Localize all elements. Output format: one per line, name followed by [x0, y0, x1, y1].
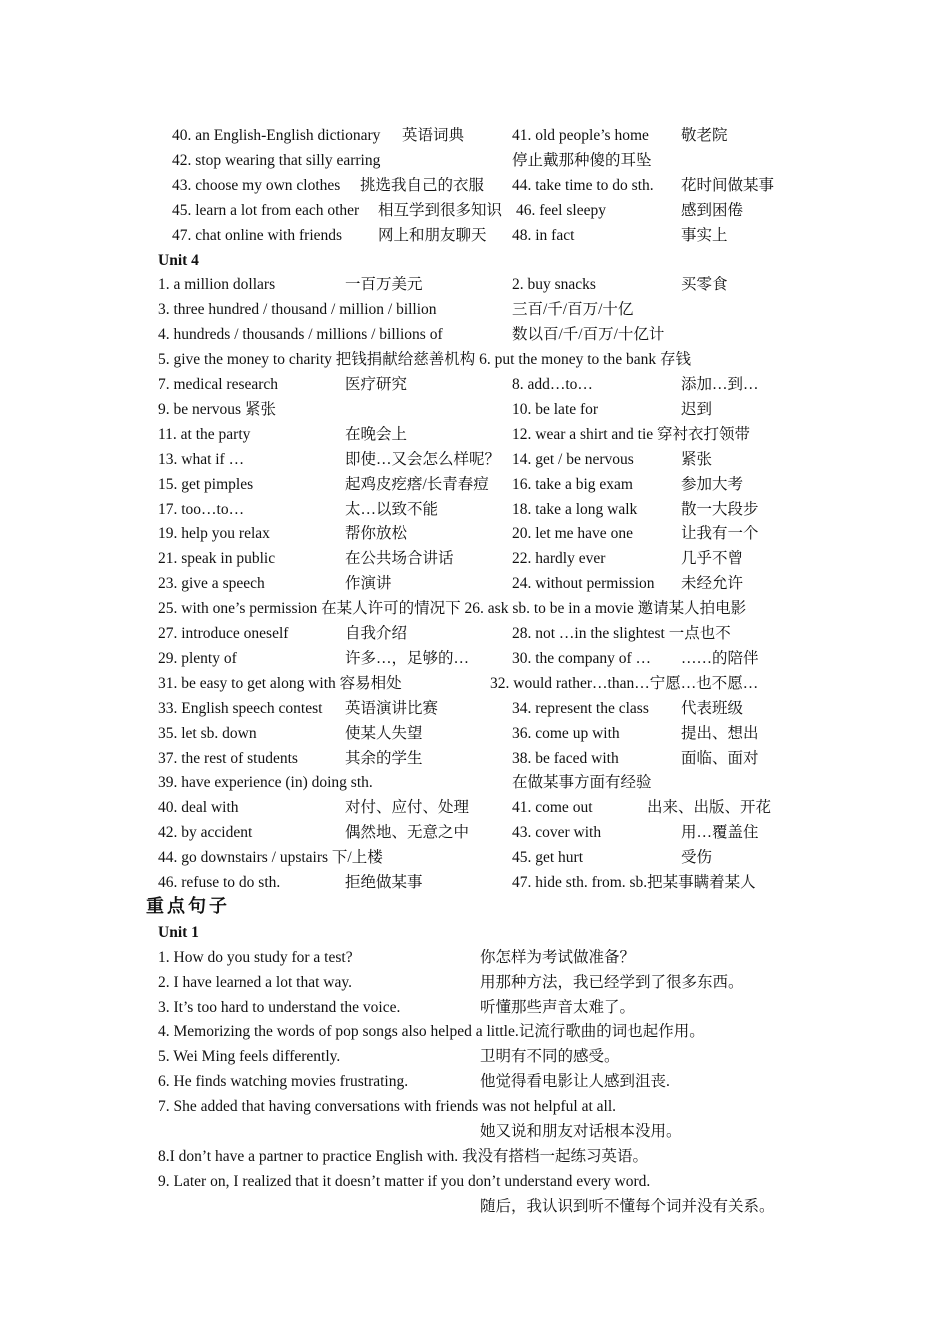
vocab-english-2: 45. get hurt [512, 849, 584, 867]
sentence-english: 2. I have learned a lot that way. [158, 973, 352, 991]
vocab-english-2: 43. cover with [512, 824, 602, 842]
vocab-english-2: 41. come out [512, 799, 593, 817]
vocab-english: 13. what if … [158, 450, 245, 468]
vocab-chinese: 在公共场合讲话 [345, 550, 454, 568]
vocab-english-2: 16. take a big exam [512, 475, 633, 493]
vocab-english: 44. go downstairs / upstairs 下/上楼 [158, 849, 383, 867]
vocab-chinese-2: 感到困倦 [681, 201, 744, 219]
vocab-chinese: 偶然地、无意之中 [345, 824, 470, 842]
vocab-english-2: 47. hide sth. from. sb.把某事瞒着某人 [512, 874, 756, 891]
vocab-chinese-2: 面临、面对 [681, 749, 759, 767]
sentence-english: 5. Wei Ming feels differently. [158, 1048, 341, 1066]
vocab-chinese-2: 几乎不曾 [681, 550, 744, 568]
vocab-chinese-2: 未经允许 [681, 575, 744, 593]
vocab-english: 45. learn a lot from each other [172, 201, 360, 219]
vocab-english: 17. too…to… [158, 500, 245, 518]
vocab-english: 19. help you relax [158, 525, 270, 543]
vocab-english: 35. let sb. down [158, 724, 257, 742]
sentence-english: 7. She added that having conversations with friends was not helpful at all. [158, 1098, 617, 1116]
vocab-chinese: 太…以致不能 [345, 500, 439, 518]
vocab-chinese: 其余的学生 [345, 749, 423, 767]
vocab-chinese-2: 出来、出版、开花 [647, 799, 772, 817]
vocab-english: 27. introduce oneself [158, 625, 289, 642]
vocab-english: 9. be nervous 紧张 [158, 400, 276, 418]
vocab-english: 43. choose my own clothes [172, 176, 341, 194]
vocab-chinese-2: 买零食 [681, 276, 728, 294]
vocab-english: 11. at the party [158, 425, 251, 443]
sentence-chinese: 听懂那些声音太难了。 [480, 998, 636, 1016]
vocab-chinese: 起鸡皮疙瘩/长青春痘 [345, 475, 489, 493]
sentence-chinese: 卫明有不同的感受。 [480, 1048, 620, 1066]
vocab-chinese-2: 提出、想出 [681, 724, 759, 742]
vocab-english-2: 28. not …in the slightest 一点也不 [512, 625, 731, 642]
vocab-english-2: 20. let me have one [512, 525, 633, 543]
vocab-english-2: 36. come up with [512, 724, 620, 742]
vocab-chinese-2: ……的陪伴 [681, 649, 759, 667]
sentence-english: 8.I don’t have a partner to practice English with. 我没有搭档一起练习英语。 [158, 1147, 649, 1165]
sentence-chinese: 用那种方法，我已经学到了很多东西。 [480, 973, 744, 991]
vocab-english-2: 38. be faced with [512, 749, 619, 767]
vocab-english: 42. stop wearing that silly earring [172, 151, 381, 169]
vocab-english-2: 在做某事方面有经验 [512, 774, 652, 792]
vocab-english-2: 48. in fact [512, 226, 575, 244]
vocab-english-2: 30. the company of … [512, 649, 652, 667]
vocab-english: 31. be easy to get along with 容易相处 [158, 674, 402, 692]
vocab-english: 37. the rest of students [158, 749, 298, 767]
vocab-chinese: 英语词典 [402, 127, 465, 144]
vocab-english: 3. three hundred / thousand / million / billion [158, 301, 437, 319]
vocab-chinese-2: 让我有一个 [681, 525, 759, 543]
vocab-chinese: 作演讲 [345, 575, 392, 593]
vocab-chinese-2: 事实上 [681, 226, 728, 244]
vocab-english-2: 8. add…to… [512, 376, 593, 393]
sentence-chinese: 你怎样为考试做准备？ [480, 948, 636, 966]
vocab-chinese: 自我介绍 [345, 625, 408, 642]
vocab-chinese: 使某人失望 [345, 724, 423, 742]
vocab-english-2: 18. take a long walk [512, 500, 638, 518]
sentence-english: 9. Later on, I realized that it doesn’t matter if you don’t understand every word. [158, 1172, 651, 1190]
vocab-english: 4. hundreds / thousands / millions / billions of [158, 326, 443, 344]
vocab-chinese-2: 迟到 [681, 400, 713, 418]
vocab-english: 40. deal with [158, 799, 239, 817]
vocab-english: 33. English speech contest [158, 699, 323, 717]
sentence-chinese: 他觉得看电影让人感到沮丧. [480, 1073, 670, 1091]
vocab-english-2: 12. wear a shirt and tie 穿衬衣打领带 [512, 425, 751, 443]
vocab-chinese-2: 参加大考 [681, 475, 744, 493]
vocab-english: 23. give a speech [158, 575, 265, 593]
vocab-chinese: 挑选我自己的衣服 [360, 176, 485, 194]
vocab-chinese: 网上和朋友聊天 [378, 226, 487, 244]
vocab-chinese: 许多…，足够的… [345, 649, 470, 667]
vocab-chinese: 在晚会上 [345, 425, 408, 443]
vocab-english: 21. speak in public [158, 550, 276, 568]
vocab-english-2: 数以百/千/百万/十亿计 [512, 326, 665, 344]
vocab-chinese: 拒绝做某事 [345, 874, 423, 891]
vocab-english: 25. with one’s permission 在某人许可的情况下 26. ask sb. to be in a movie 邀请某人拍电影 [158, 600, 747, 618]
vocab-chinese-2: 代表班级 [681, 699, 744, 717]
vocab-english: 29. plenty of [158, 649, 237, 667]
vocab-english: 15. get pimples [158, 475, 254, 493]
unit-title: Unit 1 [158, 923, 199, 941]
section-heading: 重点句子 [146, 895, 230, 916]
vocab-english-2: 三百/千/百万/十亿 [512, 301, 634, 319]
vocab-english-2: 停止戴那种傻的耳坠 [512, 151, 652, 169]
vocab-chinese: 医疗研究 [345, 376, 408, 393]
vocab-english: 1. a million dollars [158, 276, 276, 294]
vocab-chinese: 帮你放松 [345, 525, 408, 543]
vocab-english: 46. refuse to do sth. [158, 874, 281, 891]
vocab-chinese: 相互学到很多知识 [378, 201, 503, 219]
vocab-english-2: 14. get / be nervous [512, 450, 634, 468]
vocab-english-2: 10. be late for [512, 400, 599, 418]
vocab-english-2: 46. feel sleepy [516, 201, 606, 219]
sentence-english: 1. How do you study for a test? [158, 948, 353, 966]
sentence-english: 6. He finds watching movies frustrating. [158, 1073, 409, 1091]
vocab-english-2: 41. old people’s home [512, 127, 649, 144]
vocab-chinese: 一百万美元 [345, 276, 423, 294]
vocab-english: 42. by accident [158, 824, 253, 842]
vocab-chinese: 英语演讲比赛 [345, 699, 439, 717]
vocab-english: 39. have experience (in) doing sth. [158, 774, 373, 792]
vocab-chinese-2: 花时间做某事 [681, 176, 775, 194]
vocab-chinese: 即使…又会怎么样呢？ [345, 450, 501, 468]
sentence-english: 3. It’s too hard to understand the voice. [158, 998, 401, 1016]
unit-title: Unit 4 [158, 251, 199, 269]
vocab-english-2: 32. would rather…than…宁愿…也不愿… [490, 674, 759, 692]
vocab-english: 7. medical research [158, 376, 279, 393]
vocab-english-2: 22. hardly ever [512, 550, 606, 568]
vocab-english: 47. chat online with friends [172, 226, 343, 244]
vocab-english-2: 2. buy snacks [512, 276, 596, 294]
vocab-chinese-2: 用…覆盖住 [681, 824, 759, 842]
vocab-english-2: 34. represent the class [512, 699, 649, 717]
vocab-english-2: 44. take time to do sth. [512, 176, 654, 194]
sentence-chinese: 随后，我认识到听不懂每个词并没有关系。 [480, 1197, 775, 1215]
vocab-chinese-2: 敬老院 [681, 127, 728, 144]
vocab-english-2: 24. without permission [512, 575, 655, 593]
sentence-english: 4. Memorizing the words of pop songs also helped a little.记流行歌曲的词也起作用。 [158, 1023, 705, 1041]
vocab-chinese-2: 受伤 [681, 849, 713, 867]
vocab-chinese-2: 紧张 [681, 450, 713, 468]
vocab-english: 40. an English-English dictionary [172, 127, 381, 144]
vocab-chinese-2: 添加…到… [681, 376, 759, 393]
vocab-chinese-2: 散一大段步 [681, 500, 759, 518]
vocab-chinese: 对付、应付、处理 [345, 799, 470, 817]
sentence-chinese: 她又说和朋友对话根本没用。 [480, 1123, 682, 1140]
vocab-english: 5. give the money to charity 把钱捐献给慈善机构 6. put the money to the bank 存钱 [158, 351, 691, 369]
